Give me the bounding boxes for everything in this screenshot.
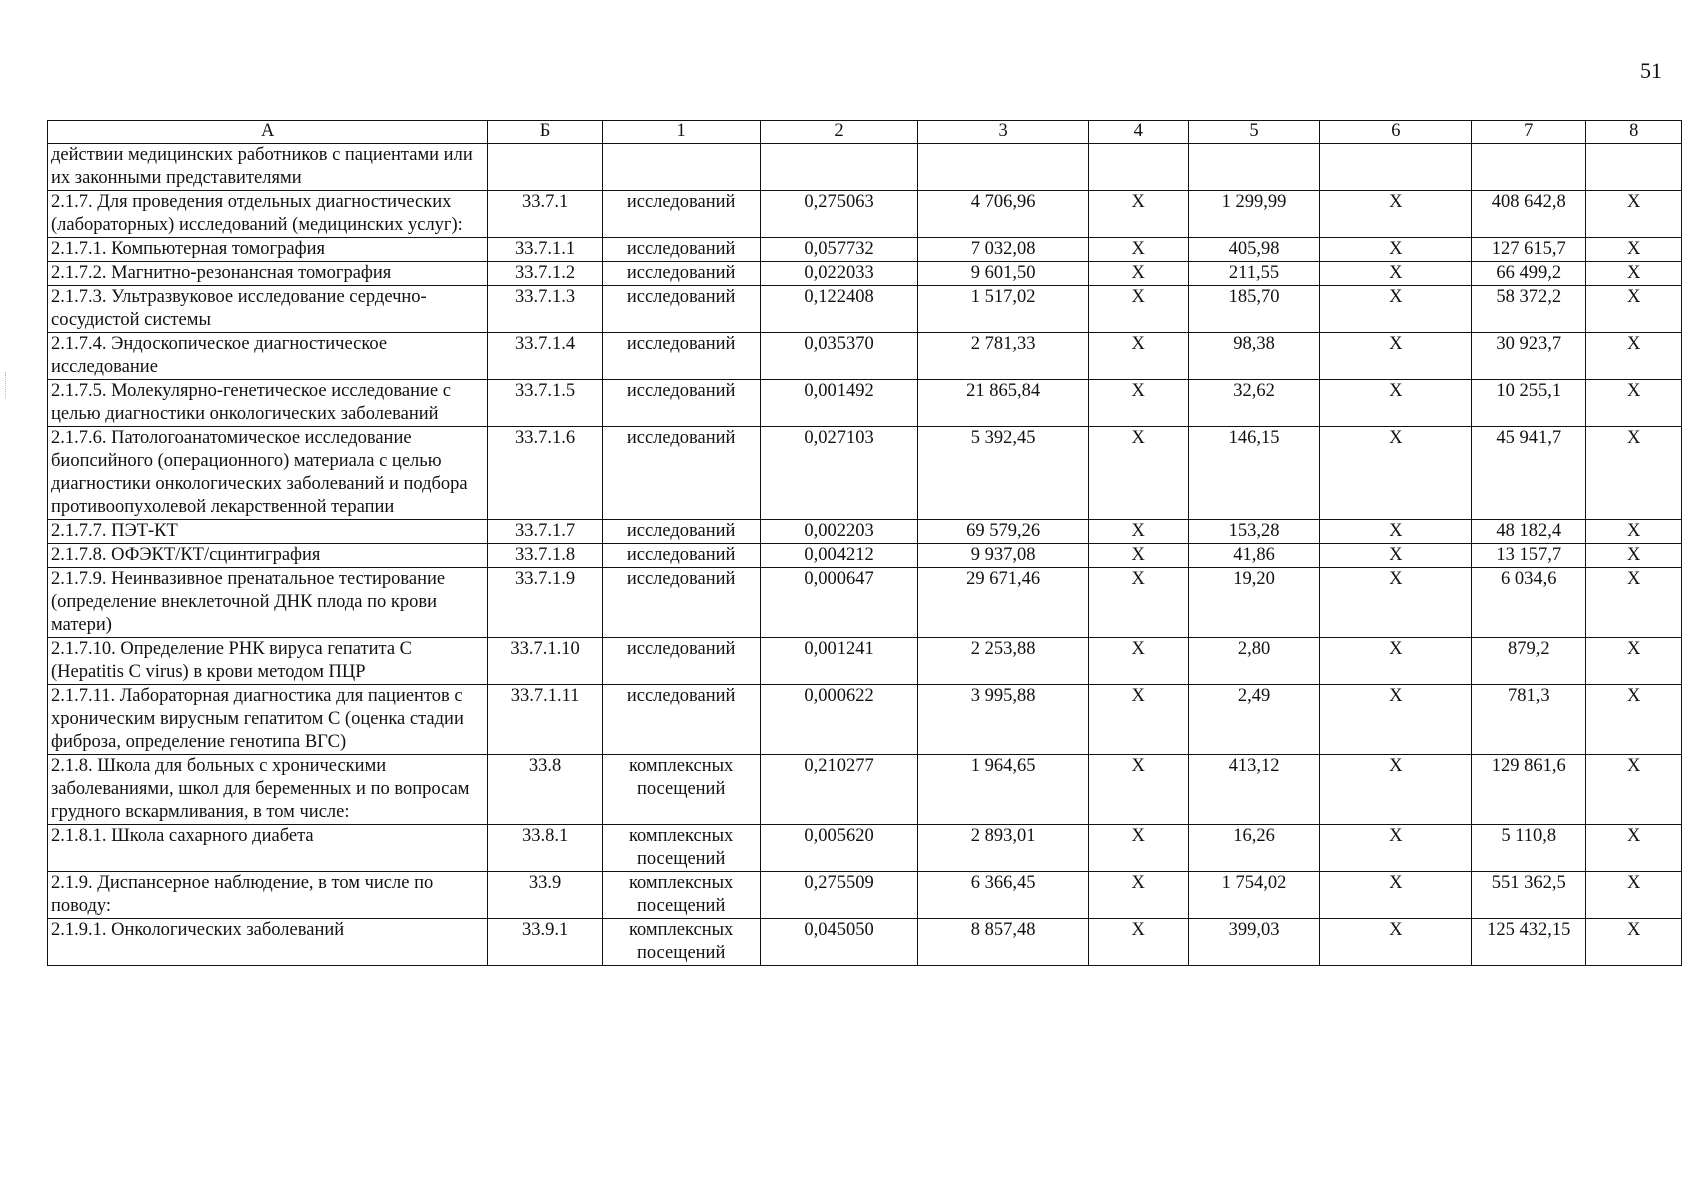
row-name-cell: 2.1.7.8. ОФЭКТ/КТ/сцинтиграфия xyxy=(48,544,488,568)
row-col4-cell: Х xyxy=(1088,685,1188,755)
table-row xyxy=(48,286,1682,333)
row-col8-cell: Х xyxy=(1586,238,1682,262)
row-col6-cell: Х xyxy=(1320,568,1472,638)
row-name-cell: 2.1.9. Диспансерное наблюдение, в том числе по поводу: xyxy=(48,872,488,919)
row-name-cell: 2.1.7.1. Компьютерная томография xyxy=(48,238,488,262)
table-row xyxy=(48,825,1682,872)
row-col6-cell: Х xyxy=(1320,919,1472,966)
row-col2-cell: 0,035370 xyxy=(760,333,918,380)
row-col7-cell: 129 861,6 xyxy=(1472,755,1586,825)
row-code-cell: 33.7.1.11 xyxy=(488,685,602,755)
row-name-cell: 2.1.7.7. ПЭТ-КТ xyxy=(48,520,488,544)
row-col3-cell: 69 579,26 xyxy=(918,520,1088,544)
row-col7-cell: 66 499,2 xyxy=(1472,262,1586,286)
row-col7-cell: 551 362,5 xyxy=(1472,872,1586,919)
row-col2-cell: 0,001241 xyxy=(760,638,918,685)
row-col6-cell: Х xyxy=(1320,380,1472,427)
row-unit-cell: исследований xyxy=(602,638,760,685)
row-col2-cell: 0,004212 xyxy=(760,544,918,568)
row-col4-cell: Х xyxy=(1088,286,1188,333)
row-col2-cell xyxy=(760,144,918,191)
row-col5-cell: 2,49 xyxy=(1188,685,1320,755)
data-table xyxy=(47,120,1682,966)
row-col3-cell: 2 893,01 xyxy=(918,825,1088,872)
row-col5-cell: 185,70 xyxy=(1188,286,1320,333)
table-row xyxy=(48,238,1682,262)
row-code-cell: 33.7.1.8 xyxy=(488,544,602,568)
row-col8-cell: Х xyxy=(1586,755,1682,825)
row-col2-cell: 0,045050 xyxy=(760,919,918,966)
row-unit-cell: комплексных посещений xyxy=(602,919,760,966)
header-cell-5: 5 xyxy=(1188,121,1320,144)
row-col4-cell: Х xyxy=(1088,333,1188,380)
row-unit-cell: комплексных посещений xyxy=(602,872,760,919)
row-col7-cell xyxy=(1472,144,1586,191)
header-cell-6: 6 xyxy=(1320,121,1472,144)
row-name-cell: 2.1.7.3. Ультразвуковое исследование сердечно-сосудистой системы xyxy=(48,286,488,333)
row-col3-cell xyxy=(918,144,1088,191)
row-name-cell: 2.1.7.6. Патологоанатомическое исследование биопсийного (операционного) материала с целью диагностики онкологических заболеваний и подбора противоопухолевой лекарственной терапии xyxy=(48,427,488,520)
table-row xyxy=(48,568,1682,638)
header-cell-8: 8 xyxy=(1586,121,1682,144)
row-col2-cell: 0,005620 xyxy=(760,825,918,872)
row-name-cell: действии медицинских работников с пациентами или их законными представителями xyxy=(48,144,488,191)
table-row xyxy=(48,333,1682,380)
row-unit-cell: исследований xyxy=(602,568,760,638)
row-col4-cell: Х xyxy=(1088,872,1188,919)
row-col7-cell: 781,3 xyxy=(1472,685,1586,755)
row-col5-cell: 41,86 xyxy=(1188,544,1320,568)
row-col7-cell: 879,2 xyxy=(1472,638,1586,685)
row-col8-cell: Х xyxy=(1586,262,1682,286)
row-col8-cell: Х xyxy=(1586,825,1682,872)
header-cell-2: 2 xyxy=(760,121,918,144)
row-name-cell: 2.1.8.1. Школа сахарного диабета xyxy=(48,825,488,872)
row-unit-cell: исследований xyxy=(602,191,760,238)
header-cell-b: Б xyxy=(488,121,602,144)
row-code-cell: 33.7.1.1 xyxy=(488,238,602,262)
row-code-cell: 33.8 xyxy=(488,755,602,825)
header-cell-1: 1 xyxy=(602,121,760,144)
row-col5-cell: 153,28 xyxy=(1188,520,1320,544)
row-col3-cell: 3 995,88 xyxy=(918,685,1088,755)
row-col8-cell: Х xyxy=(1586,191,1682,238)
row-unit-cell: комплексных посещений xyxy=(602,755,760,825)
row-col6-cell: Х xyxy=(1320,685,1472,755)
row-col4-cell: Х xyxy=(1088,544,1188,568)
header-cell-7: 7 xyxy=(1472,121,1586,144)
row-col4-cell: Х xyxy=(1088,568,1188,638)
row-col2-cell: 0,057732 xyxy=(760,238,918,262)
row-col2-cell: 0,122408 xyxy=(760,286,918,333)
row-code-cell: 33.7.1.2 xyxy=(488,262,602,286)
header-cell-3: 3 xyxy=(918,121,1088,144)
row-col7-cell: 10 255,1 xyxy=(1472,380,1586,427)
data-table-container xyxy=(47,120,1682,966)
row-col6-cell: Х xyxy=(1320,262,1472,286)
row-unit-cell: исследований xyxy=(602,520,760,544)
row-col2-cell: 0,000647 xyxy=(760,568,918,638)
table-row xyxy=(48,919,1682,966)
table-row xyxy=(48,685,1682,755)
row-col6-cell xyxy=(1320,144,1472,191)
page-number: 51 xyxy=(1640,58,1662,83)
row-col3-cell: 9 601,50 xyxy=(918,262,1088,286)
table-row xyxy=(48,380,1682,427)
row-col6-cell: Х xyxy=(1320,520,1472,544)
row-col6-cell: Х xyxy=(1320,333,1472,380)
row-col6-cell: Х xyxy=(1320,544,1472,568)
row-col6-cell: Х xyxy=(1320,427,1472,520)
row-unit-cell: исследований xyxy=(602,238,760,262)
row-col6-cell: Х xyxy=(1320,238,1472,262)
row-col3-cell: 4 706,96 xyxy=(918,191,1088,238)
row-name-cell: 2.1.7.4. Эндоскопическое диагностическое исследование xyxy=(48,333,488,380)
row-unit-cell: исследований xyxy=(602,286,760,333)
row-col7-cell: 45 941,7 xyxy=(1472,427,1586,520)
row-col2-cell: 0,275509 xyxy=(760,872,918,919)
row-unit-cell: исследований xyxy=(602,685,760,755)
row-name-cell: 2.1.8. Школа для больных с хроническими заболеваниями, школ для беременных и по вопросам грудного вскармливания, в том числе: xyxy=(48,755,488,825)
table-row xyxy=(48,755,1682,825)
table-row xyxy=(48,262,1682,286)
row-col4-cell: Х xyxy=(1088,427,1188,520)
table-row xyxy=(48,427,1682,520)
row-unit-cell: комплексных посещений xyxy=(602,825,760,872)
row-unit-cell: исследований xyxy=(602,427,760,520)
row-unit-cell xyxy=(602,144,760,191)
row-col4-cell: Х xyxy=(1088,238,1188,262)
row-col3-cell: 2 781,33 xyxy=(918,333,1088,380)
table-row xyxy=(48,872,1682,919)
row-col7-cell: 6 034,6 xyxy=(1472,568,1586,638)
row-code-cell: 33.7.1.10 xyxy=(488,638,602,685)
row-col3-cell: 2 253,88 xyxy=(918,638,1088,685)
row-code-cell: 33.7.1.3 xyxy=(488,286,602,333)
row-col4-cell: Х xyxy=(1088,520,1188,544)
row-col6-cell: Х xyxy=(1320,191,1472,238)
row-code-cell xyxy=(488,144,602,191)
row-col7-cell: 48 182,4 xyxy=(1472,520,1586,544)
row-col6-cell: Х xyxy=(1320,286,1472,333)
row-unit-cell: исследований xyxy=(602,262,760,286)
row-name-cell: 2.1.7.9. Неинвазивное пренатальное тестирование (определение внеклеточной ДНК плода по крови матери) xyxy=(48,568,488,638)
row-col8-cell: Х xyxy=(1586,685,1682,755)
row-col7-cell: 13 157,7 xyxy=(1472,544,1586,568)
row-col4-cell: Х xyxy=(1088,638,1188,685)
row-col5-cell: 146,15 xyxy=(1188,427,1320,520)
margin-mark xyxy=(5,372,9,398)
row-col5-cell: 98,38 xyxy=(1188,333,1320,380)
row-col8-cell: Х xyxy=(1586,286,1682,333)
row-name-cell: 2.1.7.10. Определение РНК вируса гепатита С (Hepatitis C virus) в крови методом ПЦР xyxy=(48,638,488,685)
row-col4-cell: Х xyxy=(1088,825,1188,872)
row-col6-cell: Х xyxy=(1320,638,1472,685)
row-code-cell: 33.8.1 xyxy=(488,825,602,872)
row-col7-cell: 5 110,8 xyxy=(1472,825,1586,872)
row-unit-cell: исследований xyxy=(602,544,760,568)
row-code-cell: 33.7.1.5 xyxy=(488,380,602,427)
header-cell-a: А xyxy=(48,121,488,144)
row-col5-cell: 211,55 xyxy=(1188,262,1320,286)
row-col4-cell: Х xyxy=(1088,191,1188,238)
header-row xyxy=(48,121,1682,144)
row-col3-cell: 7 032,08 xyxy=(918,238,1088,262)
row-col3-cell: 1 964,65 xyxy=(918,755,1088,825)
row-col3-cell: 9 937,08 xyxy=(918,544,1088,568)
row-col2-cell: 0,001492 xyxy=(760,380,918,427)
row-col5-cell: 16,26 xyxy=(1188,825,1320,872)
row-code-cell: 33.7.1.9 xyxy=(488,568,602,638)
row-col5-cell xyxy=(1188,144,1320,191)
row-col4-cell: Х xyxy=(1088,262,1188,286)
row-code-cell: 33.7.1.4 xyxy=(488,333,602,380)
row-col8-cell: Х xyxy=(1586,520,1682,544)
row-col8-cell: Х xyxy=(1586,544,1682,568)
row-col2-cell: 0,022033 xyxy=(760,262,918,286)
row-col6-cell: Х xyxy=(1320,755,1472,825)
row-unit-cell: исследований xyxy=(602,380,760,427)
table-row xyxy=(48,544,1682,568)
row-col3-cell: 29 671,46 xyxy=(918,568,1088,638)
row-col7-cell: 408 642,8 xyxy=(1472,191,1586,238)
row-col8-cell: Х xyxy=(1586,919,1682,966)
row-col2-cell: 0,000622 xyxy=(760,685,918,755)
table-row xyxy=(48,520,1682,544)
table-row xyxy=(48,638,1682,685)
row-col5-cell: 399,03 xyxy=(1188,919,1320,966)
row-col6-cell: Х xyxy=(1320,825,1472,872)
row-code-cell: 33.7.1.7 xyxy=(488,520,602,544)
row-col8-cell: Х xyxy=(1586,333,1682,380)
row-name-cell: 2.1.7.11. Лабораторная диагностика для пациентов с хроническим вирусным гепатитом С (оценка стадии фиброза, определение генотипа ВГС) xyxy=(48,685,488,755)
row-col4-cell: Х xyxy=(1088,755,1188,825)
row-col5-cell: 19,20 xyxy=(1188,568,1320,638)
row-col4-cell xyxy=(1088,144,1188,191)
row-col8-cell: Х xyxy=(1586,638,1682,685)
row-col5-cell: 413,12 xyxy=(1188,755,1320,825)
table-row xyxy=(48,191,1682,238)
row-col8-cell: Х xyxy=(1586,568,1682,638)
row-col4-cell: Х xyxy=(1088,380,1188,427)
row-col3-cell: 5 392,45 xyxy=(918,427,1088,520)
row-code-cell: 33.9 xyxy=(488,872,602,919)
row-col6-cell: Х xyxy=(1320,872,1472,919)
table-body xyxy=(48,144,1682,966)
row-col3-cell: 21 865,84 xyxy=(918,380,1088,427)
row-name-cell: 2.1.7.2. Магнитно-резонансная томография xyxy=(48,262,488,286)
row-col7-cell: 125 432,15 xyxy=(1472,919,1586,966)
row-code-cell: 33.7.1.6 xyxy=(488,427,602,520)
row-col8-cell: Х xyxy=(1586,427,1682,520)
row-col5-cell: 32,62 xyxy=(1188,380,1320,427)
row-code-cell: 33.9.1 xyxy=(488,919,602,966)
row-name-cell: 2.1.9.1. Онкологических заболеваний xyxy=(48,919,488,966)
row-col7-cell: 127 615,7 xyxy=(1472,238,1586,262)
row-code-cell: 33.7.1 xyxy=(488,191,602,238)
row-col7-cell: 58 372,2 xyxy=(1472,286,1586,333)
row-unit-cell: исследований xyxy=(602,333,760,380)
row-col8-cell: Х xyxy=(1586,380,1682,427)
row-col8-cell xyxy=(1586,144,1682,191)
table-row xyxy=(48,144,1682,191)
row-name-cell: 2.1.7. Для проведения отдельных диагностических (лабораторных) исследований (медицинских услуг): xyxy=(48,191,488,238)
row-col5-cell: 1 299,99 xyxy=(1188,191,1320,238)
row-col2-cell: 0,027103 xyxy=(760,427,918,520)
row-col5-cell: 1 754,02 xyxy=(1188,872,1320,919)
row-col3-cell: 6 366,45 xyxy=(918,872,1088,919)
row-name-cell: 2.1.7.5. Молекулярно-генетическое исследование с целью диагностики онкологических заболеваний xyxy=(48,380,488,427)
row-col5-cell: 405,98 xyxy=(1188,238,1320,262)
row-col2-cell: 0,210277 xyxy=(760,755,918,825)
row-col3-cell: 8 857,48 xyxy=(918,919,1088,966)
row-col7-cell: 30 923,7 xyxy=(1472,333,1586,380)
row-col3-cell: 1 517,02 xyxy=(918,286,1088,333)
row-col2-cell: 0,275063 xyxy=(760,191,918,238)
header-cell-4: 4 xyxy=(1088,121,1188,144)
row-col2-cell: 0,002203 xyxy=(760,520,918,544)
row-col4-cell: Х xyxy=(1088,919,1188,966)
row-col8-cell: Х xyxy=(1586,872,1682,919)
row-col5-cell: 2,80 xyxy=(1188,638,1320,685)
